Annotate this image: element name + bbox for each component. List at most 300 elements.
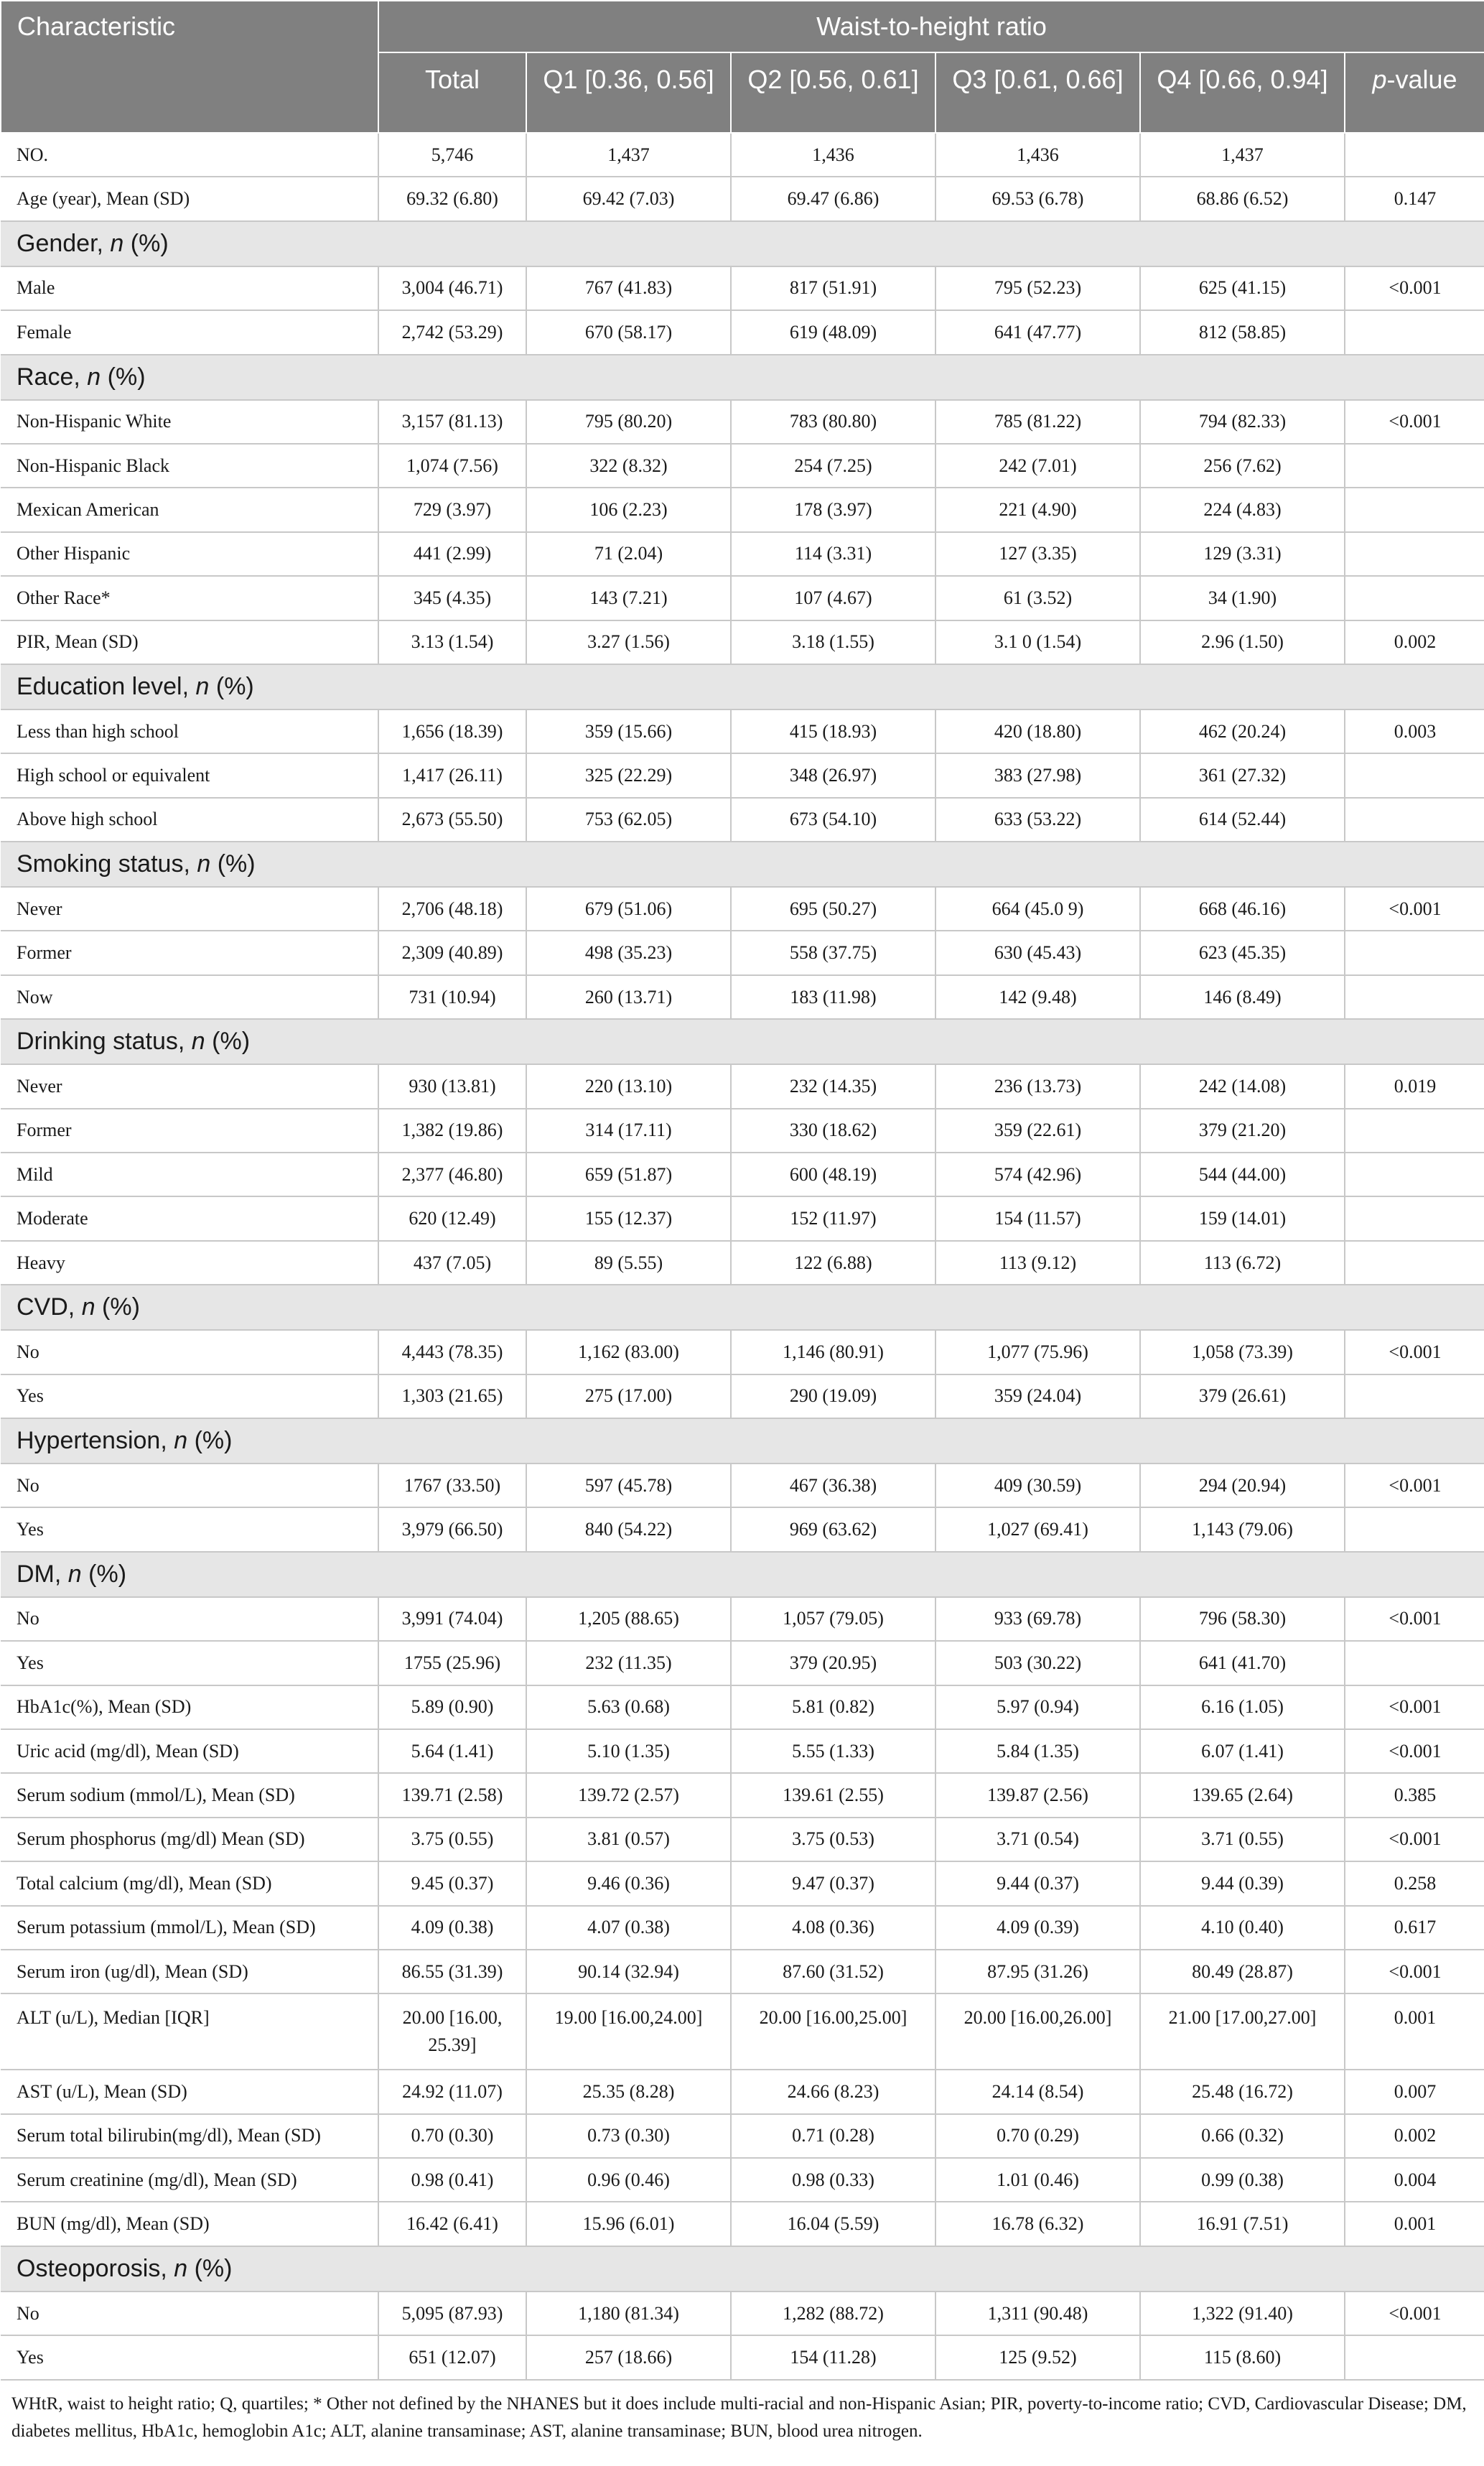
q4-cell: 623 (45.35) [1140, 931, 1345, 974]
total-cell: 3,979 (66.50) [378, 1507, 526, 1551]
row-label: Yes [1, 1507, 378, 1551]
q3-cell: 0.70 (0.29) [935, 2114, 1140, 2158]
total-cell: 2,377 (46.80) [378, 1153, 526, 1196]
row-label: Former [1, 931, 378, 974]
table-row [1, 1464, 1484, 1507]
row-label: Non-Hispanic Black [1, 444, 378, 488]
q4-cell: 146 (8.49) [1140, 975, 1345, 1019]
row-label: Less than high school [1, 709, 378, 753]
q3-cell: 242 (7.01) [935, 444, 1140, 488]
q4-cell: 4.10 (0.40) [1140, 1906, 1345, 1950]
q3-cell: 69.53 (6.78) [935, 177, 1140, 220]
table-row [1, 2158, 1484, 2202]
p-value-cell: 0.617 [1345, 1906, 1484, 1950]
table-row [1, 798, 1484, 842]
q3-cell: 574 (42.96) [935, 1153, 1140, 1196]
q1-cell: 795 (80.20) [526, 400, 731, 444]
q2-cell: 254 (7.25) [731, 444, 935, 488]
q1-cell: 5.63 (0.68) [526, 1685, 731, 1729]
total-cell: 24.92 (11.07) [378, 2070, 526, 2113]
q2-cell: 232 (14.35) [731, 1064, 935, 1108]
q2-cell: 969 (63.62) [731, 1507, 935, 1551]
q2-cell: 152 (11.97) [731, 1196, 935, 1240]
table-row [1, 1196, 1484, 1240]
q3-cell: 24.14 (8.54) [935, 2070, 1140, 2113]
row-label: Serum total bilirubin(mg/dl), Mean (SD) [1, 2114, 378, 2158]
q3-cell: 1,311 (90.48) [935, 2291, 1140, 2335]
total-cell: 86.55 (31.39) [378, 1950, 526, 1993]
row-label: NO. [1, 133, 378, 177]
total-cell: 5.89 (0.90) [378, 1685, 526, 1729]
q1-cell: 659 (51.87) [526, 1153, 731, 1196]
q2-cell: 5.55 (1.33) [731, 1729, 935, 1773]
row-label: Mild [1, 1153, 378, 1196]
q1-cell: 3.81 (0.57) [526, 1818, 731, 1861]
q4-cell: 1,058 (73.39) [1140, 1330, 1345, 1374]
q2-cell: 122 (6.88) [731, 1241, 935, 1285]
q2-cell: 0.71 (0.28) [731, 2114, 935, 2158]
q4-cell: 379 (21.20) [1140, 1109, 1345, 1153]
q1-cell: 275 (17.00) [526, 1374, 731, 1418]
row-label: Other Hispanic [1, 532, 378, 576]
row-label: HbA1c(%), Mean (SD) [1, 1685, 378, 1729]
q2-cell: 114 (3.31) [731, 532, 935, 576]
q1-cell: 679 (51.06) [526, 887, 731, 931]
table-row [1, 1153, 1484, 1196]
q1-cell: 1,180 (81.34) [526, 2291, 731, 2335]
q4-cell: 294 (20.94) [1140, 1464, 1345, 1507]
q3-cell: 795 (52.23) [935, 266, 1140, 310]
total-cell: 4,443 (78.35) [378, 1330, 526, 1374]
section-row [1, 1019, 1484, 1064]
q2-cell: 467 (36.38) [731, 1464, 935, 1507]
q4-cell: 16.91 (7.51) [1140, 2202, 1345, 2246]
total-cell: 2,742 (53.29) [378, 310, 526, 354]
q2-cell: 817 (51.91) [731, 266, 935, 310]
p-value-cell [1345, 1507, 1484, 1551]
q3-cell: 664 (45.0 9) [935, 887, 1140, 931]
column-header-q3: Q3 [0.61, 0.66] [935, 52, 1140, 133]
p-value-cell [1345, 1241, 1484, 1285]
q1-cell: 5.10 (1.35) [526, 1729, 731, 1773]
q3-cell: 383 (27.98) [935, 753, 1140, 797]
table-row [1, 1685, 1484, 1729]
total-cell: 437 (7.05) [378, 1241, 526, 1285]
q3-cell: 139.87 (2.56) [935, 1773, 1140, 1817]
q4-cell: 0.99 (0.38) [1140, 2158, 1345, 2202]
section-label: Osteoporosis, n (%) [1, 2246, 1484, 2291]
row-label: Serum phosphorus (mg/dl) Mean (SD) [1, 1818, 378, 1861]
q3-cell: 5.97 (0.94) [935, 1685, 1140, 1729]
q4-cell: 139.65 (2.64) [1140, 1773, 1345, 1817]
q2-cell: 9.47 (0.37) [731, 1861, 935, 1905]
p-value-cell [1345, 310, 1484, 354]
q3-cell: 1,436 [935, 133, 1140, 177]
q4-cell: 6.07 (1.41) [1140, 1729, 1345, 1773]
table-row [1, 1993, 1484, 2070]
q2-cell: 178 (3.97) [731, 488, 935, 531]
q3-cell: 1.01 (0.46) [935, 2158, 1140, 2202]
q1-cell: 1,162 (83.00) [526, 1330, 731, 1374]
total-cell: 2,309 (40.89) [378, 931, 526, 974]
q3-cell: 359 (24.04) [935, 1374, 1140, 1418]
q1-cell: 0.73 (0.30) [526, 2114, 731, 2158]
q2-cell: 415 (18.93) [731, 709, 935, 753]
table-row [1, 1641, 1484, 1685]
p-value-cell: <0.001 [1345, 266, 1484, 310]
p-value-cell [1345, 444, 1484, 488]
q2-cell: 0.98 (0.33) [731, 2158, 935, 2202]
row-label: No [1, 1464, 378, 1507]
total-cell: 20.00 [16.00, 25.39] [378, 1993, 526, 2070]
q3-cell: 641 (47.77) [935, 310, 1140, 354]
section-label: DM, n (%) [1, 1552, 1484, 1597]
table-body [1, 133, 1484, 2380]
total-cell: 0.98 (0.41) [378, 2158, 526, 2202]
total-cell: 441 (2.99) [378, 532, 526, 576]
table-row [1, 1597, 1484, 1641]
section-label: Hypertension, n (%) [1, 1418, 1484, 1464]
table-row [1, 1950, 1484, 1993]
section-row [1, 2246, 1484, 2291]
total-cell: 16.42 (6.41) [378, 2202, 526, 2246]
q1-cell: 69.42 (7.03) [526, 177, 731, 220]
table-row [1, 1109, 1484, 1153]
p-value-cell: <0.001 [1345, 1330, 1484, 1374]
q4-cell: 379 (26.61) [1140, 1374, 1345, 1418]
q2-cell: 5.81 (0.82) [731, 1685, 935, 1729]
q1-cell: 15.96 (6.01) [526, 2202, 731, 2246]
row-label: Never [1, 1064, 378, 1108]
row-label: AST (u/L), Mean (SD) [1, 2070, 378, 2113]
p-value-cell [1345, 975, 1484, 1019]
row-label: Serum sodium (mmol/L), Mean (SD) [1, 1773, 378, 1817]
total-cell: 345 (4.35) [378, 576, 526, 620]
p-value-cell: 0.007 [1345, 2070, 1484, 2113]
q1-cell: 753 (62.05) [526, 798, 731, 842]
section-row [1, 1418, 1484, 1464]
waist-to-height-ratio-header: Waist-to-height ratio [378, 1, 1484, 52]
q1-cell: 139.72 (2.57) [526, 1773, 731, 1817]
section-row [1, 355, 1484, 400]
q4-cell: 242 (14.08) [1140, 1064, 1345, 1108]
row-label: Female [1, 310, 378, 354]
table-row [1, 1241, 1484, 1285]
row-label: Now [1, 975, 378, 1019]
p-value-cell: <0.001 [1345, 400, 1484, 444]
column-header-p-value: p-value [1345, 52, 1484, 133]
p-value-cell: 0.001 [1345, 2202, 1484, 2246]
q2-cell: 290 (19.09) [731, 1374, 935, 1418]
table-row [1, 1818, 1484, 1861]
table-row [1, 444, 1484, 488]
total-cell: 3.75 (0.55) [378, 1818, 526, 1861]
q2-cell: 69.47 (6.86) [731, 177, 935, 220]
section-label: Gender, n (%) [1, 221, 1484, 266]
q1-cell: 359 (15.66) [526, 709, 731, 753]
table-row [1, 887, 1484, 931]
row-label: Non-Hispanic White [1, 400, 378, 444]
total-cell: 3,157 (81.13) [378, 400, 526, 444]
q4-cell: 129 (3.31) [1140, 532, 1345, 576]
column-header-q2: Q2 [0.56, 0.61] [731, 52, 935, 133]
section-row [1, 221, 1484, 266]
q4-cell: 668 (46.16) [1140, 887, 1345, 931]
table-row [1, 2070, 1484, 2113]
section-row [1, 1285, 1484, 1330]
q4-cell: 3.71 (0.55) [1140, 1818, 1345, 1861]
total-cell: 930 (13.81) [378, 1064, 526, 1108]
q2-cell: 24.66 (8.23) [731, 2070, 935, 2113]
table-row [1, 532, 1484, 576]
q3-cell: 127 (3.35) [935, 532, 1140, 576]
total-cell: 1755 (25.96) [378, 1641, 526, 1685]
p-value-cell [1345, 931, 1484, 974]
q2-cell: 154 (11.28) [731, 2335, 935, 2379]
p-value-cell: 0.019 [1345, 1064, 1484, 1108]
q1-cell: 220 (13.10) [526, 1064, 731, 1108]
q3-cell: 9.44 (0.37) [935, 1861, 1140, 1905]
section-row [1, 842, 1484, 887]
header-row-1 [1, 1, 1484, 52]
table-row [1, 177, 1484, 220]
row-label: ALT (u/L), Median [IQR] [1, 1993, 378, 2070]
q2-cell: 783 (80.80) [731, 400, 935, 444]
q2-cell: 20.00 [16.00,25.00] [731, 1993, 935, 2070]
row-label: Male [1, 266, 378, 310]
p-value-cell: <0.001 [1345, 1464, 1484, 1507]
total-cell: 3,991 (74.04) [378, 1597, 526, 1641]
q4-cell: 812 (58.85) [1140, 310, 1345, 354]
row-label: Serum creatinine (mg/dl), Mean (SD) [1, 2158, 378, 2202]
q1-cell: 0.96 (0.46) [526, 2158, 731, 2202]
q3-cell: 503 (30.22) [935, 1641, 1140, 1685]
table-row [1, 310, 1484, 354]
q4-cell: 614 (52.44) [1140, 798, 1345, 842]
table-row [1, 488, 1484, 531]
table-row [1, 1861, 1484, 1905]
table-row [1, 2114, 1484, 2158]
q3-cell: 236 (13.73) [935, 1064, 1140, 1108]
q3-cell: 125 (9.52) [935, 2335, 1140, 2379]
p-value-cell [1345, 1109, 1484, 1153]
table-row [1, 2291, 1484, 2335]
q2-cell: 600 (48.19) [731, 1153, 935, 1196]
total-cell: 1,074 (7.56) [378, 444, 526, 488]
p-value-cell: <0.001 [1345, 1729, 1484, 1773]
p-value-cell: 0.147 [1345, 177, 1484, 220]
table-row [1, 1729, 1484, 1773]
q1-cell: 670 (58.17) [526, 310, 731, 354]
p-value-cell: <0.001 [1345, 1685, 1484, 1729]
total-cell: 4.09 (0.38) [378, 1906, 526, 1950]
table-row [1, 1374, 1484, 1418]
total-cell: 1,417 (26.11) [378, 753, 526, 797]
row-label: Uric acid (mg/dl), Mean (SD) [1, 1729, 378, 1773]
p-value-cell: 0.003 [1345, 709, 1484, 753]
p-value-cell: 0.001 [1345, 1993, 1484, 2070]
q4-cell: 6.16 (1.05) [1140, 1685, 1345, 1729]
p-value-cell: 0.258 [1345, 1861, 1484, 1905]
q4-cell: 21.00 [17.00,27.00] [1140, 1993, 1345, 2070]
row-label: High school or equivalent [1, 753, 378, 797]
q3-cell: 142 (9.48) [935, 975, 1140, 1019]
q2-cell: 348 (26.97) [731, 753, 935, 797]
total-cell: 1,656 (18.39) [378, 709, 526, 753]
q2-cell: 1,436 [731, 133, 935, 177]
q3-cell: 3.71 (0.54) [935, 1818, 1140, 1861]
table-row [1, 1906, 1484, 1950]
q1-cell: 106 (2.23) [526, 488, 731, 531]
total-cell: 2,673 (55.50) [378, 798, 526, 842]
row-label: No [1, 1330, 378, 1374]
p-value-cell [1345, 532, 1484, 576]
q3-cell: 1,027 (69.41) [935, 1507, 1140, 1551]
total-cell: 1767 (33.50) [378, 1464, 526, 1507]
q1-cell: 767 (41.83) [526, 266, 731, 310]
q3-cell: 409 (30.59) [935, 1464, 1140, 1507]
table-row [1, 2202, 1484, 2246]
q4-cell: 25.48 (16.72) [1140, 2070, 1345, 2113]
total-cell: 731 (10.94) [378, 975, 526, 1019]
q2-cell: 695 (50.27) [731, 887, 935, 931]
total-cell: 5.64 (1.41) [378, 1729, 526, 1773]
total-cell: 5,095 (87.93) [378, 2291, 526, 2335]
q3-cell: 359 (22.61) [935, 1109, 1140, 1153]
q2-cell: 16.04 (5.59) [731, 2202, 935, 2246]
row-label: Serum iron (ug/dl), Mean (SD) [1, 1950, 378, 1993]
p-value-cell: <0.001 [1345, 1818, 1484, 1861]
table-row [1, 753, 1484, 797]
q3-cell: 420 (18.80) [935, 709, 1140, 753]
total-cell: 1,382 (19.86) [378, 1109, 526, 1153]
table-row [1, 620, 1484, 664]
row-label: Former [1, 1109, 378, 1153]
row-label: Above high school [1, 798, 378, 842]
row-label: Age (year), Mean (SD) [1, 177, 378, 220]
row-label: Yes [1, 1374, 378, 1418]
q3-cell: 154 (11.57) [935, 1196, 1140, 1240]
column-header-q1: Q1 [0.36, 0.56] [526, 52, 731, 133]
q1-cell: 4.07 (0.38) [526, 1906, 731, 1950]
q4-cell: 625 (41.15) [1140, 266, 1345, 310]
section-label: Race, n (%) [1, 355, 1484, 400]
p-value-cell [1345, 1196, 1484, 1240]
q4-cell: 1,143 (79.06) [1140, 1507, 1345, 1551]
q2-cell: 1,282 (88.72) [731, 2291, 935, 2335]
p-value-cell [1345, 488, 1484, 531]
q1-cell: 322 (8.32) [526, 444, 731, 488]
q4-cell: 9.44 (0.39) [1140, 1861, 1345, 1905]
q4-cell: 1,322 (91.40) [1140, 2291, 1345, 2335]
q4-cell: 361 (27.32) [1140, 753, 1345, 797]
q1-cell: 840 (54.22) [526, 1507, 731, 1551]
q3-cell: 61 (3.52) [935, 576, 1140, 620]
section-label: CVD, n (%) [1, 1285, 1484, 1330]
q1-cell: 89 (5.55) [526, 1241, 731, 1285]
p-value-cell: 0.002 [1345, 2114, 1484, 2158]
p-value-cell [1345, 133, 1484, 177]
q2-cell: 4.08 (0.36) [731, 1906, 935, 1950]
q3-cell: 5.84 (1.35) [935, 1729, 1140, 1773]
q2-cell: 139.61 (2.55) [731, 1773, 935, 1817]
q3-cell: 1,077 (75.96) [935, 1330, 1140, 1374]
table-row [1, 400, 1484, 444]
q4-cell: 34 (1.90) [1140, 576, 1345, 620]
q2-cell: 558 (37.75) [731, 931, 935, 974]
q1-cell: 1,205 (88.65) [526, 1597, 731, 1641]
q4-cell: 68.86 (6.52) [1140, 177, 1345, 220]
q3-cell: 87.95 (31.26) [935, 1950, 1140, 1993]
row-label: BUN (mg/dl), Mean (SD) [1, 2202, 378, 2246]
q4-cell: 794 (82.33) [1140, 400, 1345, 444]
q4-cell: 0.66 (0.32) [1140, 2114, 1345, 2158]
row-label: Moderate [1, 1196, 378, 1240]
q1-cell: 3.27 (1.56) [526, 620, 731, 664]
row-label: Serum potassium (mmol/L), Mean (SD) [1, 1906, 378, 1950]
p-value-cell [1345, 798, 1484, 842]
row-label: Mexican American [1, 488, 378, 531]
section-row [1, 664, 1484, 709]
p-value-cell: 0.385 [1345, 1773, 1484, 1817]
q2-cell: 183 (11.98) [731, 975, 935, 1019]
table-row [1, 1064, 1484, 1108]
q2-cell: 107 (4.67) [731, 576, 935, 620]
q4-cell: 1,437 [1140, 133, 1345, 177]
p-value-cell [1345, 576, 1484, 620]
total-cell: 5,746 [378, 133, 526, 177]
total-cell: 139.71 (2.58) [378, 1773, 526, 1817]
q2-cell: 330 (18.62) [731, 1109, 935, 1153]
section-row [1, 1552, 1484, 1597]
table-row [1, 2335, 1484, 2379]
q2-cell: 3.18 (1.55) [731, 620, 935, 664]
row-label: Heavy [1, 1241, 378, 1285]
total-cell: 3,004 (46.71) [378, 266, 526, 310]
q1-cell: 90.14 (32.94) [526, 1950, 731, 1993]
q3-cell: 221 (4.90) [935, 488, 1140, 531]
q2-cell: 3.75 (0.53) [731, 1818, 935, 1861]
q1-cell: 325 (22.29) [526, 753, 731, 797]
column-header-q4: Q4 [0.66, 0.94] [1140, 52, 1345, 133]
q1-cell: 260 (13.71) [526, 975, 731, 1019]
p-value-cell: 0.004 [1345, 2158, 1484, 2202]
q1-cell: 71 (2.04) [526, 532, 731, 576]
table-row [1, 576, 1484, 620]
section-label: Smoking status, n (%) [1, 842, 1484, 887]
p-value-cell [1345, 1153, 1484, 1196]
q1-cell: 257 (18.66) [526, 2335, 731, 2379]
q1-cell: 597 (45.78) [526, 1464, 731, 1507]
total-cell: 3.13 (1.54) [378, 620, 526, 664]
total-cell: 620 (12.49) [378, 1196, 526, 1240]
table-row [1, 1507, 1484, 1551]
row-label: Total calcium (mg/dl), Mean (SD) [1, 1861, 378, 1905]
q2-cell: 619 (48.09) [731, 310, 935, 354]
q2-cell: 1,146 (80.91) [731, 1330, 935, 1374]
q4-cell: 224 (4.83) [1140, 488, 1345, 531]
q4-cell: 2.96 (1.50) [1140, 620, 1345, 664]
p-value-cell [1345, 1374, 1484, 1418]
row-label: Never [1, 887, 378, 931]
q3-cell: 785 (81.22) [935, 400, 1140, 444]
table-row [1, 975, 1484, 1019]
row-label: Other Race* [1, 576, 378, 620]
q3-cell: 633 (53.22) [935, 798, 1140, 842]
table-row [1, 1773, 1484, 1817]
p-value-cell: <0.001 [1345, 2291, 1484, 2335]
q4-cell: 113 (6.72) [1140, 1241, 1345, 1285]
